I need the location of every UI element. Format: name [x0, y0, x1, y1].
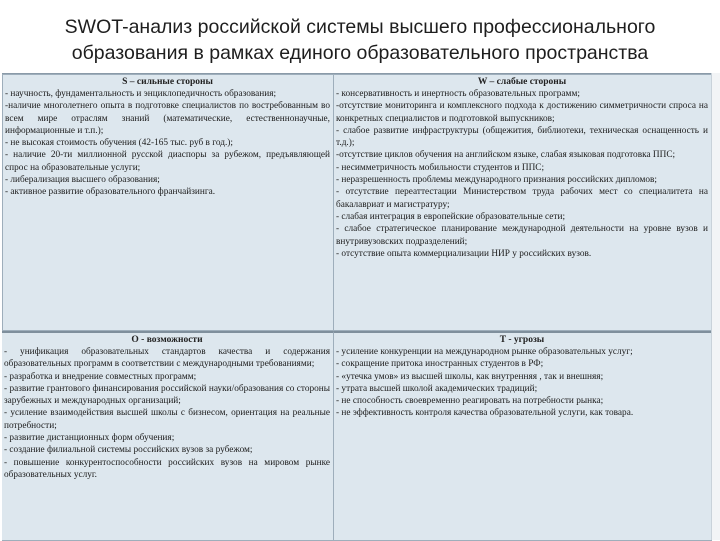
weakness-item: - слабое развитие инфраструктуры (общежития, библиотеки, техническая оснащенность и т.д.); [336, 125, 708, 149]
weakness-item: - несимметричность мобильности студентов и ППС; [336, 162, 545, 173]
weakness-item: - отсутствие опыта коммерциализации НИР у российских вузов. [336, 248, 592, 259]
weakness-item: -отсутствие циклов обучения на английском языке, слабая языковая подготовка ППС; [336, 150, 676, 161]
opportunity-item: - разработка и внедрение совместных программ; [4, 371, 197, 382]
swot-table [2, 73, 712, 541]
weakness-item: - отсутствие переаттестации Министерством труда рабочих мест со специалитета на бакалавриат и магистратуру; [336, 187, 708, 210]
weaknesses-heading: W – слабые стороны [477, 77, 567, 87]
weakness-item: - слабое стратегическое планирование международной деятельности на уровне вузов и внутривузовских подразделений; [336, 224, 708, 247]
opportunity-item: - унификация образовательных стандартов качества и содержания образовательных программ в соответствии с международными требованиями; [4, 347, 330, 370]
weakness-item: - слабая интеграция в европейские образовательные сети; [336, 211, 566, 222]
threats-cell [334, 331, 712, 541]
strengths-cell [2, 74, 334, 331]
strength-item: -наличие многолетнего опыта в подготовке специалистов по востребованным во всем мире отраслям знаний (математические, естественнонаучные, информационные и т.п.); [5, 101, 330, 136]
threat-item: - утрата высшей школой академических традиций; [336, 383, 538, 394]
opportunities-heading: O - возможности [131, 335, 203, 345]
threats-heading: T - угрозы [499, 335, 545, 345]
strengths-heading: S – сильные стороны [122, 77, 213, 87]
threat-item: - не эффективность контроля качества образовательной услуги, как товара. [336, 408, 634, 419]
opportunity-item: - развитие грантового финансирования российской науки/образования со стороны зарубежных и международных организаций; [4, 383, 330, 407]
weaknesses-cell [334, 74, 712, 331]
opportunity-item: - повышение конкурентоспособности российских вузов на мировом рынке образовательных услуг. [4, 457, 330, 480]
weakness-item: -отсутствие мониторинга и комплексного подхода к достижению симметричности спроса на конкретных специалистов и подготовкой выпускников; [336, 101, 708, 124]
opportunity-item: - создание филиальной системы российских вузов за рубежом; [4, 445, 253, 456]
weakness-item: - неразрешенность проблемы международного признания российских дипломов; [336, 175, 657, 186]
weakness-item: - консервативность и инертность образовательных программ; [336, 89, 580, 99]
strength-item: - научность, фундаментальность и энциклопедичность образования; [5, 89, 277, 99]
threat-item: - «утечка умов» из высшей школы, как внутренняя , так и внешняя; [336, 371, 604, 382]
threat-item: - сокращение притока иностранных студентов в РФ; [336, 359, 544, 370]
slide-edge [711, 73, 720, 540]
opportunity-item: - усиление взаимодействия высшей школы с бизнесом, ориентация на реальные потребности; [4, 408, 330, 431]
opportunities-cell [2, 331, 334, 541]
strength-item: - либерализация высшего образования; [5, 175, 160, 186]
threat-item: - усиление конкуренции на международном рынке образовательных услуг; [336, 347, 633, 357]
opportunity-item: - развитие дистанционных форм обучения; [4, 433, 175, 444]
strength-item: - не высокая стоимость обучения (42-165 тыс. руб в год.); [5, 138, 233, 149]
strength-item: - активное развитие образовательного франчайзинга. [5, 187, 216, 198]
slide-title: SWOT-анализ российской системы высшего профессионального образования в рамках единого образовательного пространства [64, 16, 656, 64]
threat-item: - не способность своевременно реагировать на потребности рынка; [336, 396, 604, 407]
strength-item: - наличие 20-ти миллионной русской диаспоры за рубежом, предъявляющей спрос на образовательные услуги; [5, 150, 330, 173]
